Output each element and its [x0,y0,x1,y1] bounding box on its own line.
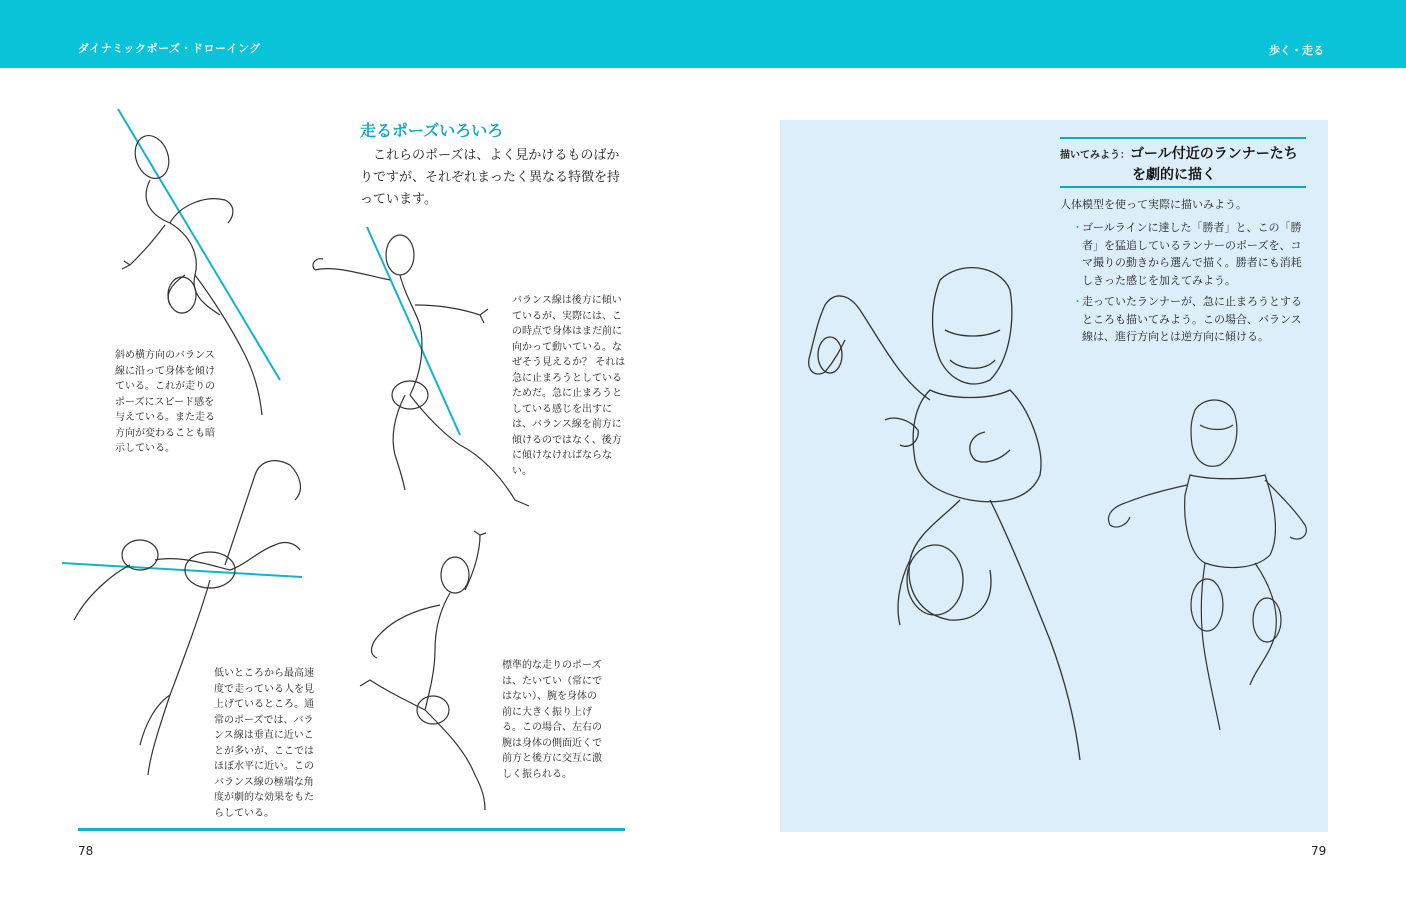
runner-standard [355,530,505,820]
caption-diagonal: 斜め横方向のバランス線に沿って身体を傾けている。これが走りのポーズにスピード感を与えている。また走る方向が変わることも暗示している。 [115,350,215,454]
section-title: 走るポーズいろいろ [360,121,504,140]
exercise-title-line2: を劇的に描く [1132,167,1216,183]
exercise-kicker: 描いてみよう： [1060,150,1130,161]
mannequin-runner-chaser [1095,395,1315,740]
mannequin-runner-winner [800,260,1100,780]
bullet-dot: ・ [1072,295,1083,308]
caption-standard: 標準的な走りのポーズは、たいてい（常にではない）、腕を身体の前に大きく振り上げる。この場合、左右の腕は身体の側面近くで前方と後方に交互に激しく振られる。 [502,660,602,780]
chapter-title: 歩く・走る [1269,44,1324,57]
bullet-dot: ・ [1072,221,1083,234]
bullet-text: ゴールラインに達した「勝者」と、この「勝者」を猛追しているランナーのポーズを、コマ撮りの動きから選んで描く。勝者にも消耗しきった感じを加えてみよう。 [1082,221,1302,287]
bullet-text: 走っていたランナーが、急に止まろうとするところも描いてみよう。この場合、バランス線は、進行方向とは逆方向に傾ける。 [1082,295,1302,343]
exercise-heading [1060,143,1306,163]
intro-paragraph: これらのポーズは、よく見かけるものばかりですが、それぞれまったく異なる特徴を持っています。 [360,148,621,207]
page-number-right: 79 [1311,844,1327,858]
caption-low-angle: 低いところから最高速度で走っている人を見上げているところ。通常のポーズでは、バランス線は垂直に近いことが多いが、ここではほぼ水平に近い。このバランス線の極端な角度が劇的な効果をもたらしている。 [214,668,314,819]
bottom-rule [78,828,625,831]
bullet-item [1072,293,1304,346]
box-rule-bottom [1060,186,1306,188]
bullet-item [1072,219,1304,289]
exercise-intro: 人体模型を使って実際に描いみよう。 [1060,198,1247,211]
caption-stopping: バランス線は後方に傾いているが、実際には、この時点で身体はまだ前に向かって動いている。なぜそう見えるか？ それは急に止まろうとしているためだ。急に止まろうとしている感じを出すには、バランス線を前方に傾けるのではなく、後方に傾けなければならない。 [512,295,626,477]
page-number-left: 78 [78,844,94,858]
book-title: ダイナミックポーズ・ドローイング [78,42,261,55]
header-band [0,0,1406,68]
exercise-title-line1: ゴール付近のランナーたち [1130,146,1298,162]
runner-stopping [305,225,540,525]
box-rule-top [1060,137,1306,139]
